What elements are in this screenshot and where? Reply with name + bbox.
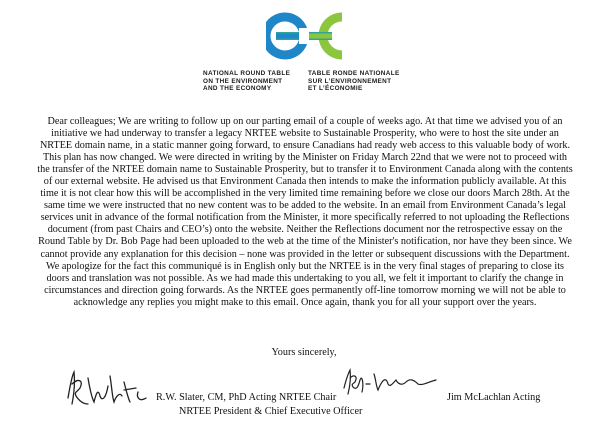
english-name-line1: NATIONAL ROUND TABLE (203, 70, 291, 77)
signer-slater: R.W. Slater, CM, PhD Acting NRTEE Chair (156, 392, 337, 403)
nrtee-logo-icon (266, 10, 342, 62)
signer-mclachlan: Jim McLachlan Acting (447, 392, 541, 403)
english-name-line3: AND THE ECONOMY (203, 85, 272, 93)
letterhead (0, 0, 608, 100)
signature-mclachlan (340, 366, 440, 396)
letter-body: Dear colleagues; We are writing to follow up on our parting email of a couple of weeks ago. At that time we advised you of an initiative we had underway to transfer a legacy NRTEE website to Sustainable Prosperity, who were to host the site under an NRTEE domain name, in a static manner going forward, to ensure Canadians had ready web access to this valuable body of work. This plan has now changed. We were directed in writing by the Minister on Friday March 22nd that we were not to proceed with the transfer of the NRTEE domain name to Sustainable Prosperity, but to transfer it to Environment Canada along with the contents of our external website. He advised us that Environment Canada then intends to make the information publicly available. At this time it is not clear how this will be accomplished in the very limited time remaining before we close our doors March 28th. At the same time we were instructed that no new content was to be added to the website. In an email from Environment Canada’s legal services unit in advance of the formal notification from the Minister, it more specifically referred to not uploading the Reflections document (from past Chairs and CEO’s) onto the website. Neither the Reflections document nor the retrospective essay on the Round Table by Dr. Bob Page had been uploaded to the web at the time of the Minister's notification, nor have they been since. We cannot provide any explanation for this decision – none was provided in the letter or subsequent discussions with the Department. We apologize for the fact this communiqué is in English only but the NRTEE is in the very final stages of preparing to close its doors and translation was not possible. As we had made this undertaking to you all, we felt it important to clarify the change in circumstances and direction going forwards. As the NRTEE goes permanently off-line tomorrow morning we will not be able to acknowledge any replies you might make to this email. Once again, thank you for all your support over the years. (37, 116, 573, 308)
english-name-line2: ON THE ENVIRONMENT (203, 77, 283, 85)
french-name-line3: ET L’ÉCONOMIE (308, 85, 363, 93)
french-name-line2: SUR L’ENVIRONNEMENT (308, 77, 392, 85)
signature-slater (62, 368, 154, 410)
english-organization-name (203, 70, 290, 93)
french-organization-name (308, 70, 400, 93)
signer-title: NRTEE President & Chief Executive Officer (179, 406, 363, 417)
french-name-line1: TABLE RONDE NATIONALE (308, 70, 400, 77)
letter-closing: Yours sincerely, (271, 347, 337, 358)
